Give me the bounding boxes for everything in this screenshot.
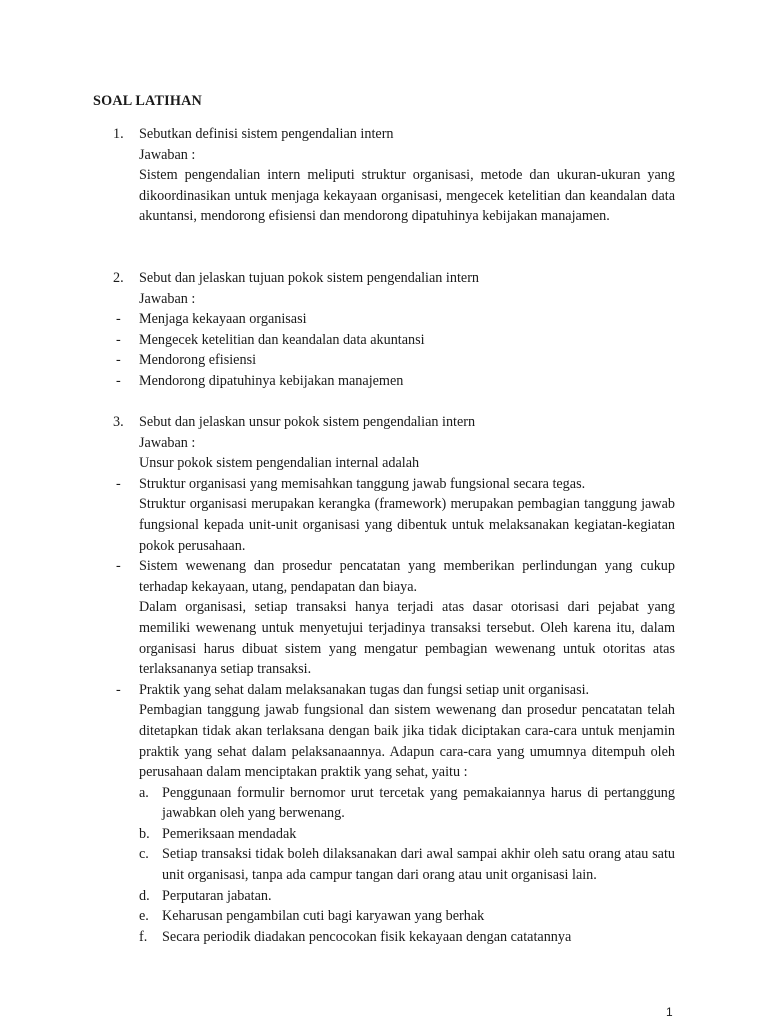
answer-label: Jawaban : bbox=[139, 290, 196, 307]
question-number: 2. bbox=[113, 270, 124, 286]
question-number: 3. bbox=[113, 414, 124, 430]
item-body: Pembagian tanggung jawab fungsional dan sistem wewenang dan prosedur pencatatan telah ditetapkan tidak akan terlaksana dengan baik jika tidak diciptakan cara-cara untuk menjamin praktik yang sehat dalam pelaksanaannya. Adapun cara-cara yang umumnya ditempuh oleh perusahaan dalam menciptakan praktik yang sehat, yaitu : bbox=[139, 702, 675, 781]
question-text: Sebutkan definisi sistem pengendalian intern bbox=[139, 126, 394, 142]
list-item: - Mendorong efisiensi bbox=[116, 352, 257, 369]
item-heading: Struktur organisasi yang memisahkan tanggung jawab fungsional secara tegas. bbox=[139, 475, 586, 492]
list-item: - Mengecek ketelitian dan keandalan data akuntansi bbox=[116, 331, 425, 348]
item-heading: Praktik yang sehat dalam melaksanakan tugas dan fungsi setiap unit organisasi. bbox=[139, 681, 590, 698]
list-item: - Praktik yang sehat dalam melaksanakan tugas dan fungsi setiap unit organisasi. Pembagian tanggung jawab fungsional dan sistem wewenang dan prosedur pencatatan telah ditetapkan tidak akan terlaksana dengan baik jika tidak diciptakan cara-cara untuk menjamin praktik yang sehat dalam pelaksanaannya. Adapun cara-cara yang umumnya ditempuh oleh perusahaan dalam menciptakan praktik yang sehat, yaitu : a. Penggunaan formulir bernomor urut tercetak yang pemakaiannya harus di pertanggung jawabkan oleh yang berwenang. b. Pemeriksaan mendadak c. Setiap transaksi tidak boleh dilaksanakan dari awal sampai akhir oleh satu orang atau satu unit organisasi, tanpa ada campur tangan dari orang atau unit organisasi lain. d. Perputaran jabatan. e. Keharusan pengambilan cuti bagi karyawan yang berhak f. Secara periodik diadakan pencocokan fisik kekayaan dengan catatannya bbox=[116, 680, 675, 948]
list-item: - Struktur organisasi yang memisahkan tanggung jawab fungsional secara tegas. Struktur organisasi merupakan kerangka (framework) merupakan pembagian tanggung jawab fungsional kepada unit-unit organisasi yang dibentuk untuk melaksanakan kegiatan-kegiatan pokok perusahaan. bbox=[116, 474, 675, 556]
list-item: - Mendorong dipatuhinya kebijakan manajemen bbox=[116, 372, 404, 389]
question-text: Sebut dan jelaskan unsur pokok sistem pengendalian intern bbox=[139, 414, 476, 430]
sub-list-item: f. Secara periodik diadakan pencocokan fisik kekayaan dengan catatannya bbox=[139, 928, 572, 945]
item-body: Dalam organisasi, setiap transaksi hanya terjadi atas dasar otorisasi dari pejabat yang memiliki wewenang untuk menyetujui terjadinya transaksi tersebut. Oleh karena itu, dalam organisasi harus dibuat sistem yang mengatur pembagian wewenang untuk otoritas atas terlaksananya setiap transaksi. bbox=[139, 599, 675, 678]
sub-list-item: d. Perputaran jabatan. bbox=[139, 887, 272, 904]
sub-list-item: a. Penggunaan formulir bernomor urut tercetak yang pemakaiannya harus di pertanggung jawabkan oleh yang berwenang. bbox=[139, 784, 675, 822]
question-3 bbox=[93, 412, 675, 947]
answer-label: Jawaban : bbox=[139, 146, 196, 163]
question-2 bbox=[93, 268, 675, 392]
list-item: - Sistem wewenang dan prosedur pencatatan yang memberikan perlindungan yang cukup terhadap kekayaan, utang, pendapatan dan biaya. Dalam organisasi, setiap transaksi hanya terjadi atas dasar otorisasi dari pejabat yang memiliki wewenang untuk menyetujui terjadinya transaksi tersebut. Oleh karena itu, dalam organisasi harus dibuat sistem yang mengatur pembagian wewenang untuk otoritas atas terlaksananya setiap transaksi. bbox=[116, 556, 675, 680]
answer-intro: Unsur pokok sistem pengendalian internal adalah bbox=[139, 455, 420, 472]
answer-label: Jawaban : bbox=[139, 434, 196, 451]
page-number: 1 bbox=[666, 1005, 673, 1019]
question-1 bbox=[93, 124, 675, 227]
item-body: Struktur organisasi merupakan kerangka (framework) merupakan pembagian tanggung jawab fungsional kepada unit-unit organisasi yang dibentuk untuk melaksanakan kegiatan-kegiatan pokok perusahaan. bbox=[139, 496, 675, 554]
question-text: Sebut dan jelaskan tujuan pokok sistem pengendalian intern bbox=[139, 270, 480, 286]
sub-list-item: c. Setiap transaksi tidak boleh dilaksanakan dari awal sampai akhir oleh satu orang atau satu unit organisasi, tanpa ada campur tangan dari orang atau unit organisasi lain. bbox=[139, 846, 675, 884]
sub-list-item: e. Keharusan pengambilan cuti bagi karyawan yang berhak bbox=[139, 908, 485, 925]
question-number: 1. bbox=[113, 126, 124, 142]
page-title: SOAL LATIHAN bbox=[93, 93, 202, 109]
list-item: - Menjaga kekayaan organisasi bbox=[116, 311, 307, 328]
sub-list-item: b. Pemeriksaan mendadak bbox=[139, 825, 297, 842]
item-heading: Sistem wewenang dan prosedur pencatatan yang memberikan perlindungan yang cukup terhadap kekayaan, utang, pendapatan dan biaya. bbox=[139, 558, 675, 595]
answer-text: Sistem pengendalian intern meliputi struktur organisasi, metode dan ukuran-ukuran yang dikoordinasikan untuk menjaga kekayaan organisasi, mengecek ketelitian dan keandalan data akuntansi, mendorong efisiensi dan mendorong dipatuhinya kebijakan manajamen. bbox=[139, 167, 675, 225]
